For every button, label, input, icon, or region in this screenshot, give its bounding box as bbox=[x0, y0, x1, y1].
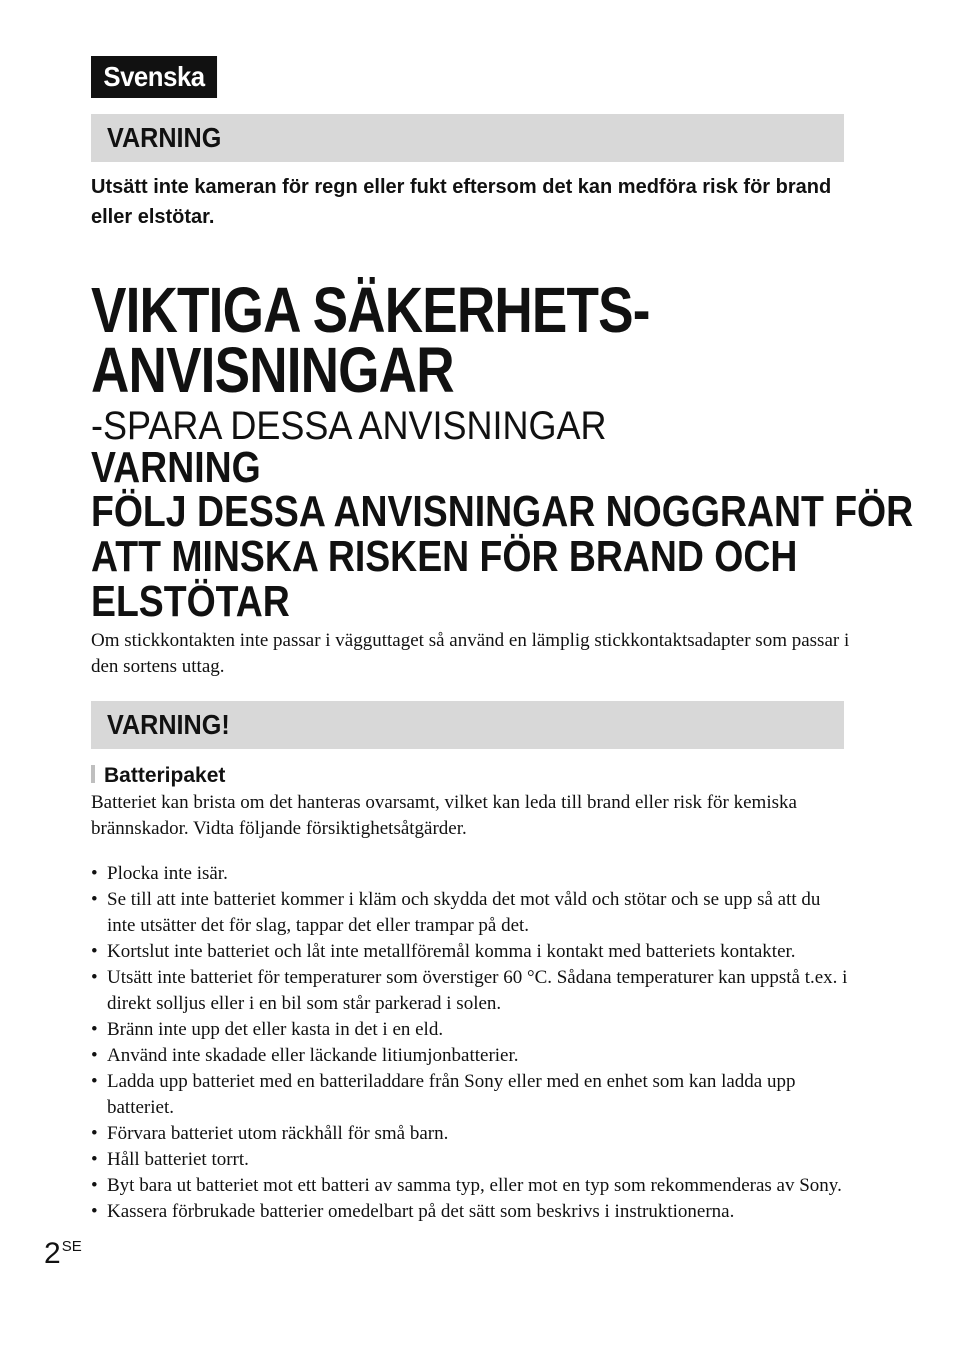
plug-note: Om stickkontakten inte passar i vägguttaget så använd en lämplig stickkontaktsadapter som passar i den sortens uttag. bbox=[91, 630, 850, 677]
list-item: • Kassera förbrukade batterier omedelbart på det sätt som beskrivs i instruktionerna. bbox=[91, 1199, 851, 1225]
warning-band-label: VARNING! bbox=[107, 709, 230, 740]
list-item: • Använd inte skadade eller läckande litiumjonbatterier. bbox=[91, 1043, 851, 1069]
section-marker bbox=[91, 765, 95, 783]
list-item: • Bränn inte upp det eller kasta in det i en eld. bbox=[91, 1017, 851, 1043]
page-number-value: 2 bbox=[44, 1237, 61, 1270]
list-item: • Plocka inte isär. bbox=[91, 861, 851, 887]
list-item: • Byt bara ut batteriet mot ett batteri av samma typ, eller mot en typ som rekommenderas av Sony. bbox=[91, 1173, 851, 1199]
main-heading-instruction-1: FÖLJ DESSA ANVISNINGAR NOGGRANT FÖR bbox=[91, 487, 914, 536]
main-heading-warning: VARNING bbox=[91, 443, 261, 492]
warning-text: Utsätt inte kameran för regn eller fukt eftersom det kan medföra risk för brand eller elstötar. bbox=[91, 176, 832, 228]
main-heading-line2: ANVISNINGAR bbox=[91, 334, 454, 406]
battery-section-title bbox=[91, 763, 225, 789]
main-heading-instruction-2: ATT MINSKA RISKEN FÖR BRAND OCH bbox=[91, 532, 798, 581]
battery-title-text: Batteripaket bbox=[104, 764, 226, 787]
list-item: • Kortslut inte batteriet och låt inte metallföremål komma i kontakt med batteriets kontakter. bbox=[91, 939, 851, 965]
page-number bbox=[44, 1236, 82, 1277]
battery-intro: Batteriet kan brista om det hanteras ovarsamt, vilket kan leda till brand eller risk för kemiska brännskador. Vidta följande försiktighetsåtgärder. bbox=[91, 792, 797, 839]
main-heading-subtitle: -SPARA DESSA ANVISNINGAR bbox=[91, 404, 607, 448]
main-heading-instruction-3: ELSTÖTAR bbox=[91, 577, 290, 626]
main-heading-line1: VIKTIGA SÄKERHETS- bbox=[91, 274, 650, 346]
language-tab: Svenska bbox=[91, 56, 217, 98]
warning-band-bottom bbox=[91, 701, 844, 749]
warning-band-top bbox=[91, 114, 844, 162]
list-item: • Ladda upp batteriet med en batteriladdare från Sony eller med en enhet som kan ladda upp batteriet. bbox=[91, 1069, 851, 1121]
list-item: • Förvara batteriet utom räckhåll för små barn. bbox=[91, 1121, 851, 1147]
battery-precautions-list bbox=[91, 861, 851, 1225]
warning-band-label: VARNING bbox=[107, 122, 222, 153]
list-item: • Se till att inte batteriet kommer i kläm och skydda det mot våld och stötar och se upp så att du inte utsätter det för slag, tappar det eller trampar på det. bbox=[91, 887, 851, 939]
page-number-suffix: SE bbox=[61, 1238, 82, 1255]
list-item: • Håll batteriet torrt. bbox=[91, 1147, 851, 1173]
list-item: • Utsätt inte batteriet för temperaturer som överstiger 60 °C. Sådana temperaturer kan uppstå t.ex. i direkt solljus eller i en bil som står parkerad i solen. bbox=[91, 965, 851, 1017]
